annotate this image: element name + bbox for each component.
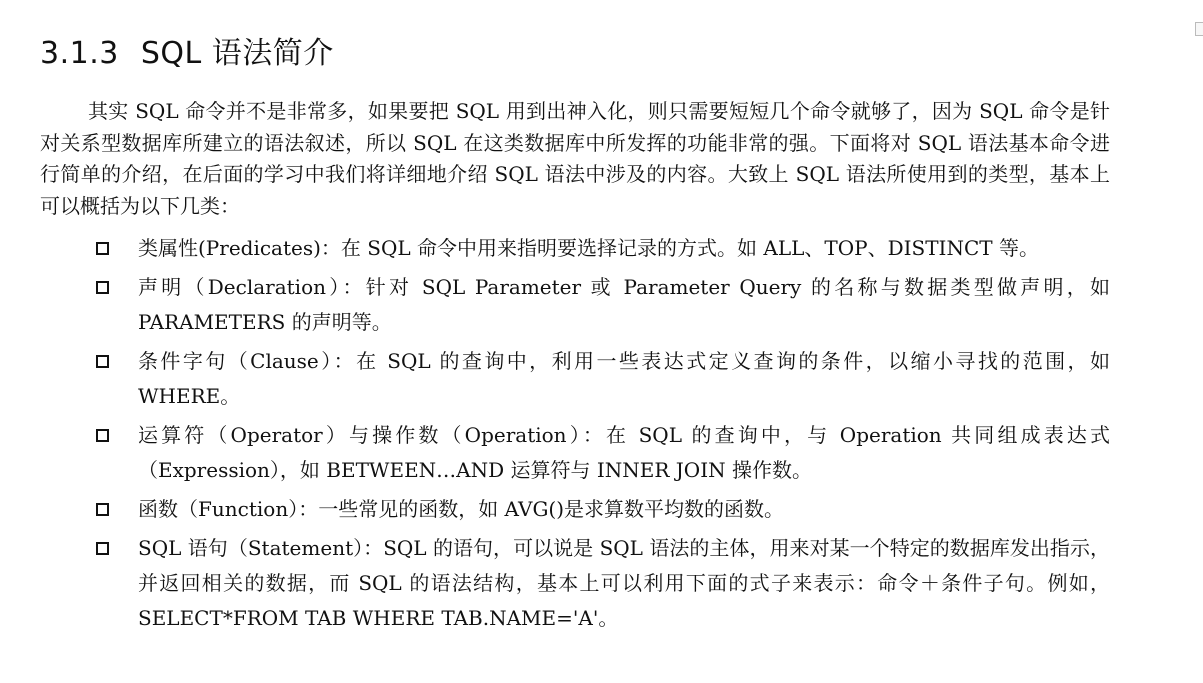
list-item <box>92 344 1110 414</box>
list-item-text: 类属性(Predicates)：在 SQL 命令中用来指明要选择记录的方式。如 ALL、TOP、DISTINCT 等。 <box>138 236 1039 260</box>
list-item <box>92 270 1110 340</box>
list-item-text: 运算符（Operator）与操作数（Operation）：在 SQL 的查询中，与 Operation 共同组成表达式（Expression），如 BETWEEN…AND 运算符与 INNER JOIN 操作数。 <box>138 423 1110 482</box>
list-item-text: 声明（Declaration）：针对 SQL Parameter 或 Parameter Query 的名称与数据类型做声明，如 PARAMETERS 的声明等。 <box>138 275 1110 334</box>
section-number: 3.1.3 <box>40 36 119 71</box>
list-item-text: SQL 语句（Statement）：SQL 的语句，可以说是 SQL 语法的主体，用来对某一个特定的数据库发出指示，并返回相关的数据，而 SQL 的语法结构，基本上可以利用下面的式子来表示：命令＋条件子句。例如，SELECT*FROM TAB WHERE TAB.NAME='A'。 <box>138 536 1110 630</box>
list-item <box>92 418 1110 488</box>
checkbox-bullet-icon <box>96 242 109 255</box>
checkbox-bullet-icon <box>96 429 109 442</box>
checkbox-bullet-icon <box>96 281 109 294</box>
scrollbar-edge[interactable] <box>1195 22 1203 36</box>
intro-paragraph: 其实 SQL 命令并不是非常多，如果要把 SQL 用到出神入化，则只需要短短几个命令就够了，因为 SQL 命令是针对关系型数据库所建立的语法叙述，所以 SQL 在这类数据库中所发挥的功能非常的强。下面将对 SQL 语法基本命令进行简单的介绍，在后面的学习中我们将详细地介绍 SQL 语法中涉及的内容。大致上 SQL 语法所使用到的类型，基本上可以概括为以下几类： <box>40 99 1110 218</box>
section-title: SQL 语法简介 <box>140 36 334 71</box>
list-item <box>92 231 1110 266</box>
checkbox-bullet-icon <box>96 503 109 516</box>
checkbox-bullet-icon <box>96 542 109 555</box>
section-heading <box>40 28 334 72</box>
list-item-text: 函数（Function）：一些常见的函数，如 AVG()是求算数平均数的函数。 <box>138 497 785 521</box>
checkbox-bullet-icon <box>96 355 109 368</box>
list-item <box>92 492 1110 527</box>
list-item <box>92 531 1110 636</box>
list-item-text: 条件字句（Clause）：在 SQL 的查询中，利用一些表达式定义查询的条件，以缩小寻找的范围，如 WHERE。 <box>138 349 1110 408</box>
syntax-category-list <box>92 231 1110 640</box>
